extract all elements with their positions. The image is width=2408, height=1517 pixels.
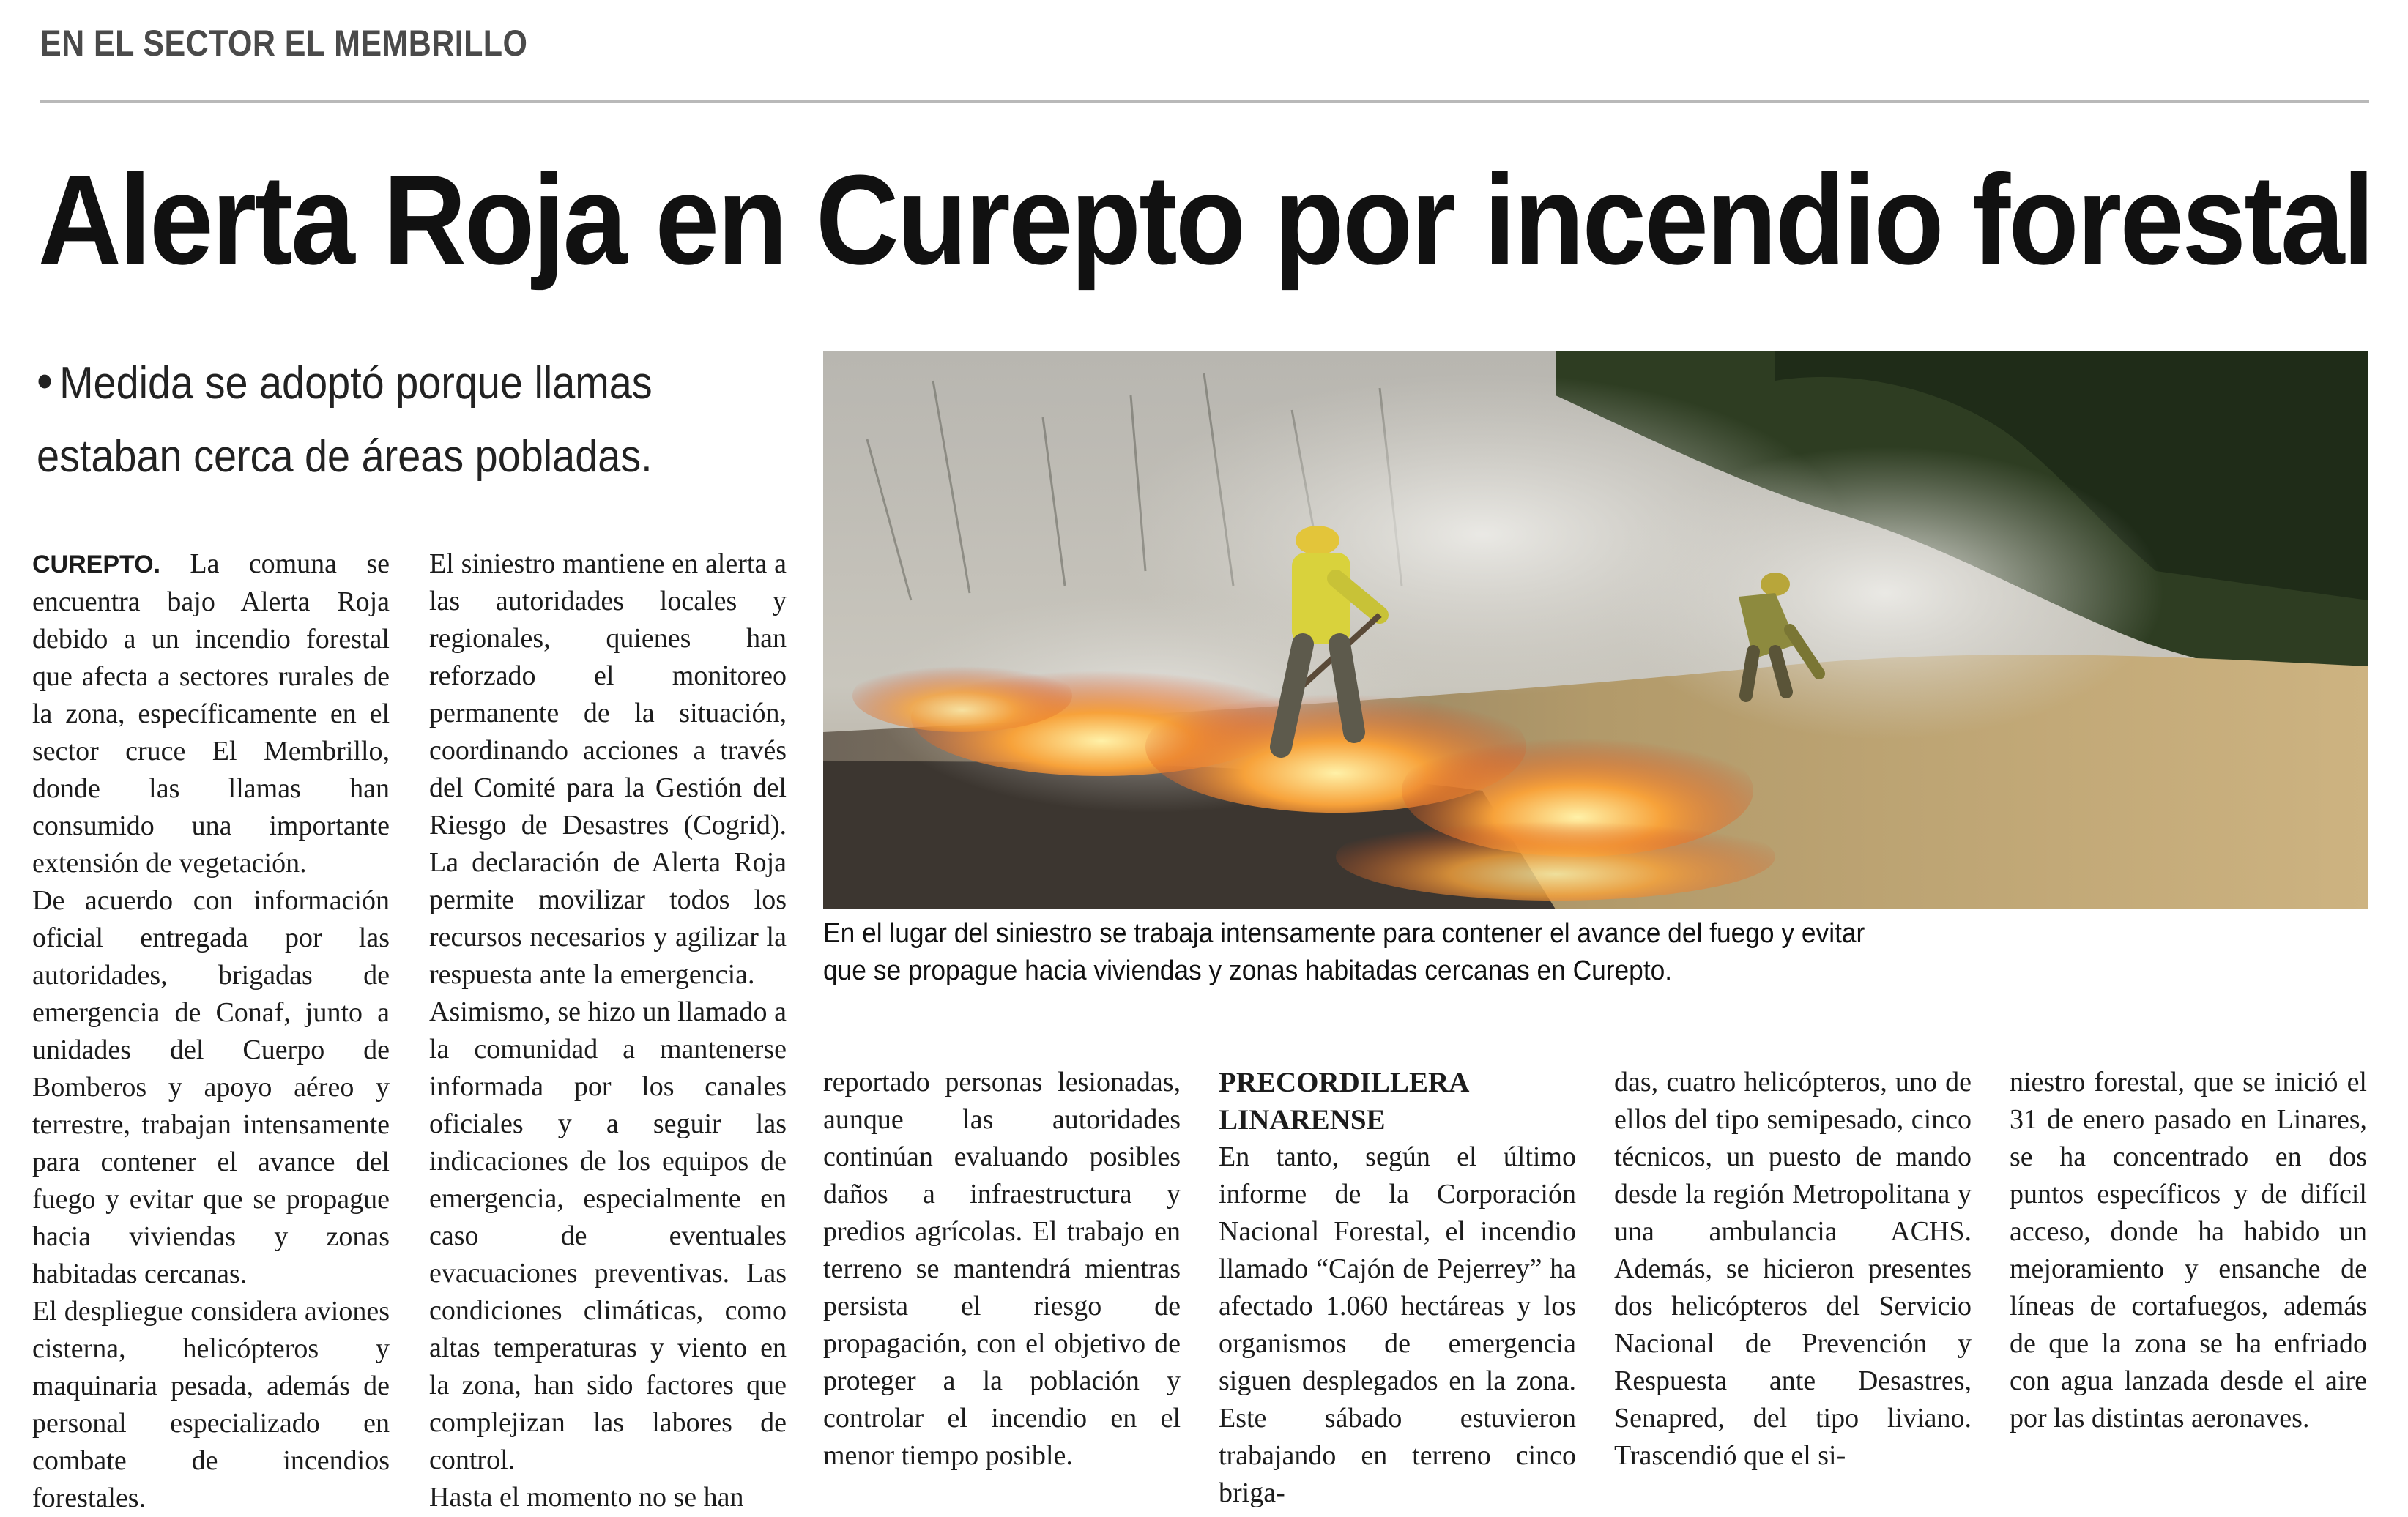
article-column-2 (429, 545, 787, 1516)
article-column-3 (823, 1064, 1181, 1475)
dateline: CUREPTO. (32, 551, 161, 578)
header-divider (40, 100, 2369, 102)
deck (37, 344, 722, 493)
paragraph: El despliegue considera aviones cisterna, helicópteros y maquinaria pesada, además de personal especializado en combate de incendios forestales. (32, 1296, 390, 1513)
subhead: PRECORDILLERA LINARENSE (1219, 1067, 1468, 1136)
photo-caption: En el lugar del siniestro se trabaja intensamente para contener el avance del fuego y evitar que se propague hacia viviendas y zonas habitadas cercanas en Curepto. (823, 918, 1865, 986)
article-column-4 (1219, 1064, 1576, 1512)
paragraph: De acuerdo con información oficial entregada por las autoridades, brigadas de emergencia de Conaf, junto a unidades del Cuerpo de Bomberos y apoyo aéreo y terrestre, trabajan intensamente para contener el avance del fuego y evitar que se propague hacia viviendas y zonas habitadas cercanas. (32, 885, 390, 1289)
headline: Alerta Roja en Curepto por incendio forestal (38, 148, 2373, 291)
bullet-icon: • (37, 352, 53, 409)
paragraph: das, cuatro helicópteros, uno de ellos del tipo semipesado, cinco técnicos, un puesto de mando desde la región Metropolitana y una ambulancia ACHS. Además, se hicieron presentes dos helicópteros del Servicio Nacional de Prevención y Respuesta ante Desastres, Senapred, del tipo liviano. Trascendió que el si- (1614, 1067, 1972, 1471)
fire-photo (823, 351, 2368, 909)
paragraph: Hasta el momento no se han (429, 1482, 744, 1513)
article-column-5 (1614, 1064, 1972, 1475)
paragraph: Asimismo, se hizo un llamado a la comunidad a mantenerse informada por los canales oficiales y a seguir las indicaciones de los equipos de emergencia, especialmente en caso de eventuales evacuaciones preventivas. Las condiciones climáticas, como altas temperaturas y viento en la zona, han sido factores que complejizan las labores de control. (429, 996, 787, 1475)
deck-text: Medida se adoptó porque llamas estaban cerca de áreas pobladas. (37, 358, 653, 482)
paragraph: En tanto, según el último informe de la Corporación Nacional Forestal, el incendio llamado “Cajón de Pejerrey” ha afectado 1.060 hectáreas y los organismos de emergencia siguen desplegados en la zona. Este sábado estuvieron trabajando en terreno cinco briga- (1219, 1141, 1576, 1508)
article-column-6 (2010, 1064, 2367, 1437)
section-kicker: EN EL SECTOR EL MEMBRILLO (40, 23, 528, 64)
paragraph: reportado personas lesionadas, aunque las autoridades continúan evaluando posibles daños a infraestructura y predios agrícolas. El trabajo en terreno se mantendrá mientras persista el riesgo de propagación, con el objetivo de proteger a la población y controlar el incendio en el menor tiempo posible. (823, 1067, 1181, 1471)
paragraph: niestro forestal, que se inició el 31 de enero pasado en Linares, se ha concentrado en dos puntos específicos y de difícil acceso, donde ha habido un mejoramiento y ensanche de líneas de cortafuegos, además de que la zona se ha enfriado con agua lanzada desde el aire por las distintas aeronaves. (2010, 1067, 2367, 1434)
article-column-1 (32, 545, 390, 1517)
paragraph: CUREPTO. La comuna se encuentra bajo Alerta Roja debido a un incendio forestal que afecta a sectores rurales de la zona, específicamente en el sector cruce El Membrillo, donde las llamas han consumido una importante extensión de vegetación. (32, 548, 390, 879)
paragraph: El siniestro mantiene en alerta a las autoridades locales y regionales, quienes han reforzado el monitoreo permanente de la situación, coordinando acciones a través del Comité para la Gestión del Riesgo de Desastres (Cogrid). La declaración de Alerta Roja permite movilizar todos los recursos necesarios y agilizar la respuesta ante la emergencia. (429, 548, 787, 990)
